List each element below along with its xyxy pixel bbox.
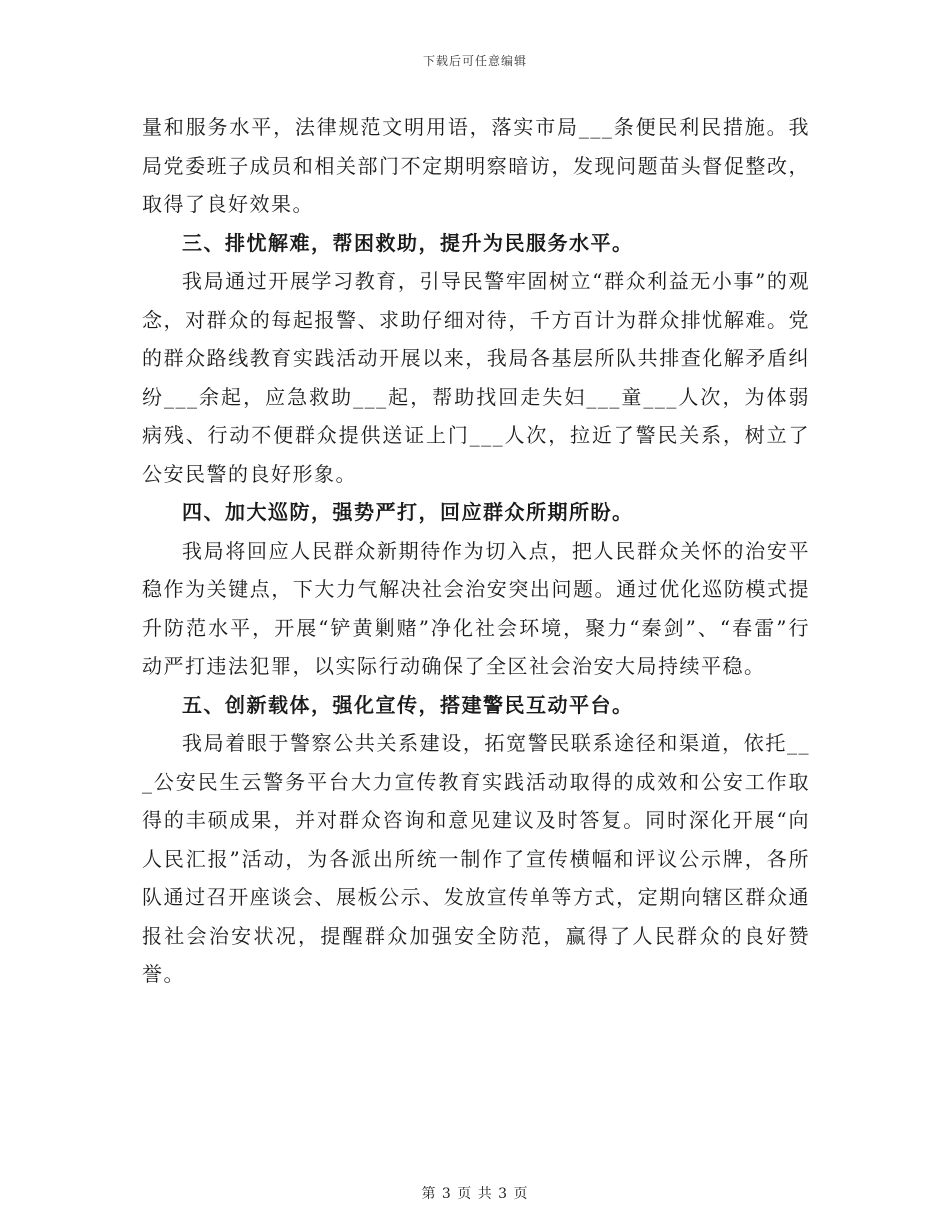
document-body <box>142 108 810 994</box>
section-heading: 四、加大巡防，强势严打，回应群众所期所盼。 <box>182 500 634 524</box>
body-paragraph: 我局将回应人民群众新期待作为切入点，把人民群众关怀的治安平稳作为关键点，下大力气解决社会治安突出问题。通过优化巡防模式提升防范水平，开展“铲黄剿赌”净化社会环境，聚力“秦剑”、“春雷”行动严打违法犯罪，以实际行动确保了全区社会治安大局持续平稳。 <box>142 538 810 678</box>
body-paragraph: 我局通过开展学习教育，引导民警牢固树立“群众利益无小事”的观念，对群众的每起报警、求助仔细对待，千方百计为群众排忧解难。党的群众路线教育实践活动开展以来，我局各基层所队共排查化解矛盾纠纷___余起，应急救助___起，帮助找回走失妇___童___人次，为体弱病残、行动不便群众提供送证上门___人次，拉近了警民关系，树立了公安民警的良好形象。 <box>142 269 810 486</box>
body-paragraph: 我局着眼于警察公共关系建设，拓宽警民联系途径和渠道，依托___公安民生云警务平台大力宣传教育实践活动取得的成效和公安工作取得的丰硕成果，并对群众咨询和意见建议及时答复。同时深化开展“向人民汇报”活动，为各派出所统一制作了宣传横幅和评议公示牌，各所队通过召开座谈会、展板公示、发放宣传单等方式，定期向辖区群众通报社会治安状况，提醒群众加强安全防范，赢得了人民群众的良好赞誉。 <box>142 731 810 986</box>
section-heading: 三、排忧解难，帮困救助，提升为民服务水平。 <box>182 230 634 255</box>
section-heading: 五、创新载体，强化宣传，搭建警民互动平台。 <box>182 692 634 717</box>
page-footer: 第 3 页 共 3 页 <box>421 1186 529 1202</box>
page-header: 下载后可任意编辑 <box>422 54 527 68</box>
body-paragraph: 量和服务水平，法律规范文明用语，落实市局___条便民利民措施。我局党委班子成员和相关部门不定期明察暗访，发现问题苗头督促整改，取得了良好效果。 <box>142 115 810 216</box>
